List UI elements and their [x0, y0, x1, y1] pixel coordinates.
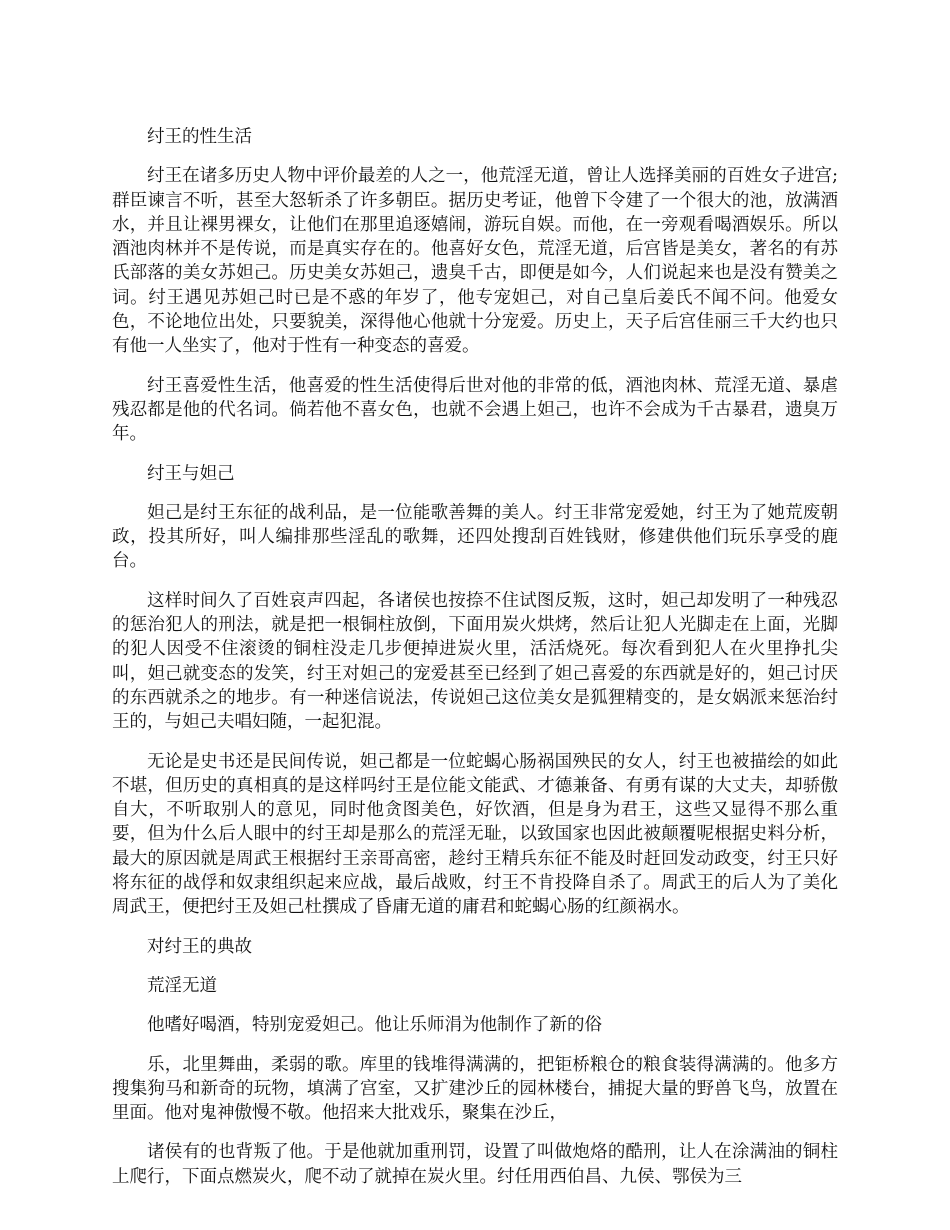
document-body	[112, 125, 838, 1204]
paragraph: 这样时间久了百姓哀声四起，各诸侯也按捺不住试图反叛，这时，妲己却发明了一种残忍的惩治犯人的刑法，就是把一根铜柱放倒，下面用炭火烘烤，然后让犯人光脚走在上面，光脚的犯人因受不住滚烫的铜柱没走几步便掉进炭火里，活活烧死。每次看到犯人在火里挣扎尖叫，妲己就变态的发笑，纣王对妲己的宠爱甚至已经到了妲己喜爱的东西就是好的，妲己讨厌的东西就杀之的地步。有一种迷信说法，传说妲己这位美女是狐狸精变的，是女娲派来惩治纣王的，与妲己夫唱妇随，一起犯混。	[112, 590, 838, 733]
subsection-heading: 荒淫无道	[147, 975, 217, 996]
paragraph: 纣王喜爱性生活，他喜爱的性生活使得后世对他的非常的低，酒池肉林、荒淫无道、暴虐残忍都是他的代名词。倘若他不喜女色，也就不会遇上妲己，也许不会成为千古暴君，遗臭万年。	[112, 375, 838, 445]
paragraph: 纣王在诸多历史人物中评价最差的人之一，他荒淫无道，曾让人选择美丽的百姓女子进宫;群臣谏言不听，甚至大怒斩杀了许多朝臣。据历史考证，他曾下令建了一个很大的池，放满酒水，并且让裸男裸女，让他们在那里追逐嬉闹，游玩自娱。而他，在一旁观看喝酒娱乐。所以酒池肉林并不是传说，而是真实存在的。他喜好女色，荒淫无道，后宫皆是美女，著名的有苏氏部落的美女苏妲己。历史美女苏妲己，遗臭千古，即便是如今，人们说起来也是没有赞美之词。纣王遇见苏妲己时已是不惑的年岁了，他专宠妲己，对自己皇后姜氏不闻不问。他爱女色，不论地位出处，只要貌美，深得他心他就十分宠爱。历史上，天子后宫佳丽三千大约也只有他一人坐实了，他对于性有一种变态的喜爱。	[112, 166, 838, 357]
section-heading: 纣王的性生活	[147, 127, 252, 147]
paragraph-lead-line: 他嗜好喝酒，特别宠爱妲己。他让乐师涓为他制作了新的俗	[147, 1015, 602, 1036]
paragraph: 妲己是纣王东征的战利品，是一位能歌善舞的美人。纣王非常宠爱她，纣王为了她荒废朝政，投其所好，叫人编排那些淫乱的歌舞，还四处搜刮百姓钱财，修建供他们玩乐享受的鹿台。	[112, 502, 838, 572]
paragraph: 乐，北里舞曲，柔弱的歌。库里的钱堆得满满的，把钜桥粮仓的粮食装得满满的。他多方搜集狗马和新奇的玩物，填满了宫室，又扩建沙丘的园林楼台，捕捉大量的野兽飞鸟，放置在里面。他对鬼神傲慢不敬。他招来大批戏乐，聚集在沙丘，	[112, 1054, 838, 1124]
section-heading: 对纣王的典故	[147, 936, 252, 957]
paragraph: 诸侯有的也背叛了他。于是他就加重刑罚，设置了叫做炮烙的酷刑，让人在涂满油的铜柱上爬行，下面点燃炭火，爬不动了就掉在炭火里。纣任用西伯昌、九侯、鄂侯为三	[112, 1142, 838, 1187]
section-heading: 纣王与妲己	[147, 463, 235, 484]
paragraph: 无论是史书还是民间传说，妲己都是一位蛇蝎心肠祸国殃民的女人，纣王也被描绘的如此不堪，但历史的真相真的是这样吗纣王是位能文能武、才德兼备、有勇有谋的大丈夫，却骄傲自大，不听取别人的意见，同时他贪图美色，好饮酒，但是身为君王，这些又显得不那么重要，但为什么后人眼中的纣王却是那么的荒淫无耻，以致国家也因此被颠覆呢根据史料分析，最大的原因就是周武王根据纣王亲哥高密，趁纣王精兵东征不能及时赶回发动政变，纣王只好将东征的战俘和奴隶组织起来应战，最后战败，纣王不肯投降自杀了。周武王的后人为了美化周武王，便把纣王及妲己杜撰成了昏庸无道的庸君和蛇蝎心肠的红颜祸水。	[112, 751, 838, 918]
